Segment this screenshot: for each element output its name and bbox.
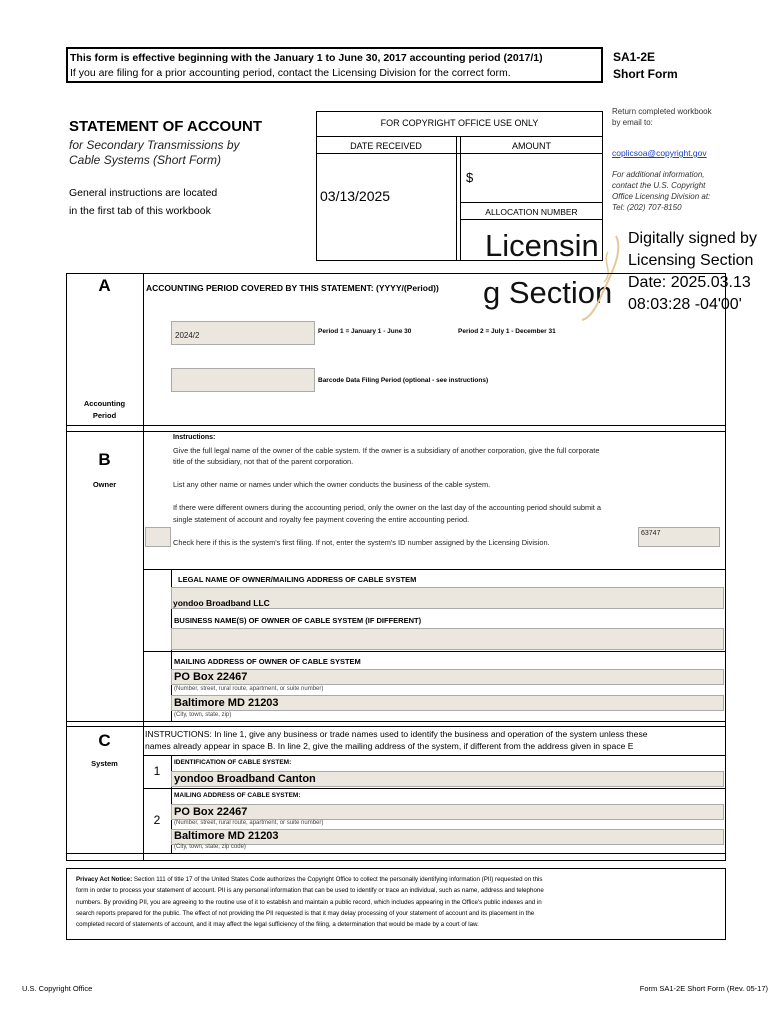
signed-line-2: Licensing Section [628, 252, 754, 269]
notice-line-1: This form is effective beginning with the January 1 to June 30, 2017 accounting period (2017/1) [70, 52, 543, 64]
return-text-1: Return completed workbook [612, 107, 712, 116]
section-c-side: System [91, 759, 118, 768]
form-code: SA1-2E [613, 50, 656, 64]
section-a-side-1: Accounting [83, 399, 126, 408]
section-divider [66, 425, 726, 426]
legal-name-label: LEGAL NAME OF OWNER/MAILING ADDRESS OF CABLE SYSTEM [178, 575, 417, 584]
info-text-4: Tel: (202) 707-8150 [612, 203, 682, 212]
section-divider [66, 726, 726, 727]
section-divider [66, 721, 726, 722]
privacy-line-3: numbers. By providing PII, you are agreeing to the routine use of it to establish and maintain a public record, which includes appearing in the Office's public indexes and in [76, 898, 542, 906]
office-use-header: FOR COPYRIGHT OFFICE USE ONLY [380, 118, 539, 128]
first-filing-checkbox[interactable] [145, 527, 171, 547]
section-c-instruction-1: INSTRUCTIONS: In line 1, give any business or trade names used to identify the business and operation of the system unless these [145, 729, 648, 739]
section-c-letter: C [98, 731, 111, 750]
section-b-instruction: Give the full legal name of the owner of the cable system. If the owner is a subsidiary of another corporation, give the full corporate [173, 446, 600, 455]
owner-address-line-1-hint: (Number, street, rural route, apartment, or suite number) [174, 686, 324, 692]
date-received-value: 03/13/2025 [320, 188, 391, 204]
system-id-value: 63747 [641, 530, 661, 537]
section-b-letter: B [98, 450, 111, 469]
system-address-line-1: PO Box 22467 [174, 806, 248, 818]
divider [460, 136, 461, 261]
owner-address-line-1-input[interactable] [171, 669, 724, 685]
signed-line-3: Date: 2025.03.13 [628, 274, 751, 291]
first-filing-text: Check here if this is the system's first filing. If not, enter the system's ID number assigned by the Licensing Division. [173, 538, 550, 547]
info-text-3: Office Licensing Division at: [612, 192, 711, 201]
date-received-label: DATE RECEIVED [350, 141, 422, 151]
section-b-instruction: List any other name or names under which the owner conducts the business of the cable system. [173, 480, 491, 489]
divider [143, 788, 726, 789]
form-name: Short Form [613, 67, 678, 81]
divider [460, 219, 603, 220]
divider [143, 755, 726, 756]
section-a-letter: A [98, 276, 111, 295]
system-address-line-1-hint: (Number, street, rural route, apartment, or suite number) [174, 820, 324, 826]
signed-line-1: Digitally signed by [628, 230, 757, 247]
legal-name-value: yondoo Broadband LLC [173, 598, 270, 608]
divider [456, 136, 457, 261]
section-b-instruction: If there were different owners during the accounting period, only the owner on the last day of the accounting period should submit a [173, 503, 601, 512]
section-a-side-2: Period [92, 411, 117, 420]
signed-line-4: 08:03:28 -04'00' [628, 296, 742, 313]
notice-line-2: If you are filing for a prior accounting period, contact the Licensing Division for the correct form. [70, 67, 511, 79]
privacy-title: Privacy Act Notice: [76, 876, 133, 883]
email-link[interactable]: coplicsoa@copyright.gov [612, 148, 707, 158]
identification-label: IDENTIFICATION OF CABLE SYSTEM: [174, 759, 292, 766]
period-2-note: Period 2 = July 1 - December 31 [458, 328, 556, 335]
privacy-line-5: completed record of statements of account, and it may affect the legal sufficiency of the filing, a determination that would be made by a court of law. [76, 921, 479, 929]
general-instructions-1: General instructions are located [69, 187, 218, 199]
footer-left: U.S. Copyright Office [22, 984, 93, 993]
divider [143, 569, 726, 570]
system-address-line-1-input[interactable] [171, 804, 724, 820]
allocation-number-label: ALLOCATION NUMBER [485, 207, 578, 217]
section-c-instruction-2: names already appear in space B. In line 2, give the mailing address of the system, if different from the address given in space E [145, 741, 634, 751]
section-b-instruction: title of the subsidiary, not that of the parent corporation. [173, 457, 354, 466]
privacy-notice [76, 874, 716, 930]
line-2-number: 2 [153, 813, 161, 827]
divider [316, 153, 603, 154]
barcode-period-input[interactable] [171, 368, 315, 392]
section-divider [66, 431, 726, 432]
page-title: STATEMENT OF ACCOUNT [69, 118, 263, 135]
subtitle-2: Cable Systems (Short Form) [69, 153, 222, 167]
info-text-2: contact the U.S. Copyright [612, 181, 706, 190]
amount-label: AMOUNT [512, 141, 551, 151]
period-1-note: Period 1 = January 1 - June 30 [318, 328, 412, 335]
privacy-line-1-text: Section 111 of title 17 of the United States Code authorizes the Copyright Office to collect the personally identifying information (PII) requested on this [133, 876, 543, 883]
divider [66, 853, 726, 854]
subtitle-1: for Secondary Transmissions by [69, 138, 240, 152]
section-b-instruction: single statement of account and royalty fee payment covering the entire accounting period. [173, 515, 470, 524]
info-text-1: For additional information, [612, 170, 705, 179]
owner-address-line-2-hint: (City, town, state, zip) [174, 712, 232, 718]
footer-right: Form SA1-2E Short Form (Rev. 05-17) [639, 984, 768, 993]
system-name-value: yondoo Broadband Canton [174, 773, 316, 785]
system-address-line-2: Baltimore MD 21203 [174, 830, 279, 842]
barcode-label: Barcode Data Filing Period (optional - see instructions) [318, 377, 489, 384]
section-a-heading: ACCOUNTING PERIOD COVERED BY THIS STATEMENT: (YYYY/(Period)) [146, 283, 439, 293]
privacy-line-1 [76, 874, 716, 885]
business-name-label: BUSINESS NAME(S) OF OWNER OF CABLE SYSTEM (IF DIFFERENT) [174, 616, 422, 625]
system-mailing-label: MAILING ADDRESS OF CABLE SYSTEM: [174, 792, 301, 799]
system-address-line-2-hint: (City, town, state, zip code) [174, 844, 246, 850]
mailing-address-label: MAILING ADDRESS OF OWNER OF CABLE SYSTEM [174, 657, 361, 666]
section-b-instructions-title: Instructions: [173, 434, 216, 441]
line-1-number: 1 [153, 764, 161, 778]
return-text-2: by email to: [612, 118, 653, 127]
owner-address-line-1: PO Box 22467 [174, 671, 248, 683]
divider [143, 651, 726, 652]
accounting-period-value: 2024/2 [175, 331, 200, 340]
general-instructions-2: in the first tab of this workbook [69, 205, 211, 217]
signature-name-1: Licensin [485, 228, 599, 263]
section-b-side: Owner [92, 480, 117, 489]
amount-symbol: $ [466, 170, 474, 185]
privacy-line-2: form in order to process your statement of account. PII is any personal information that can be used to identify or trace an individual, such as name, address and telephone [76, 887, 544, 895]
owner-address-line-2: Baltimore MD 21203 [174, 697, 279, 709]
signature-name-2: g Section [483, 275, 613, 310]
privacy-line-4: search reports prepared for the public. The effect of not providing the PII requested is that it may delay processing of your statement of account and its placement in the [76, 909, 535, 917]
business-name-input[interactable] [171, 628, 724, 650]
divider [460, 202, 603, 203]
